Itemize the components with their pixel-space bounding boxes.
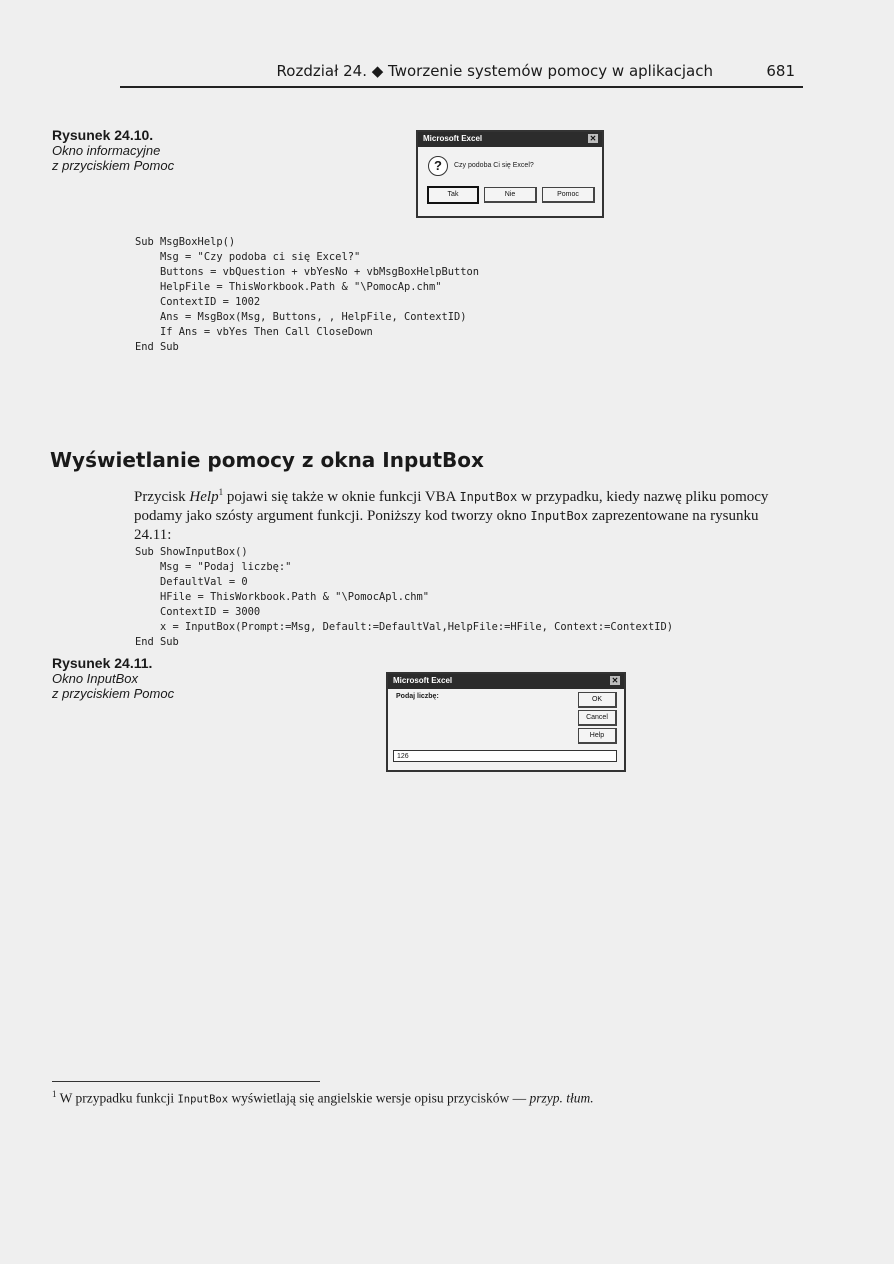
footnote-text: wyświetlają się angielskie wersje opisu przycisków — (228, 1090, 530, 1106)
dialog-message: Czy podoba Ci się Excel? (454, 162, 534, 169)
code-term: InputBox (177, 1093, 229, 1106)
close-icon[interactable]: ✕ (611, 676, 619, 685)
code-listing-inputbox (135, 545, 673, 650)
figure-label: Rysunek 24.10. (52, 127, 154, 143)
help-button[interactable]: Help (578, 728, 617, 744)
figure-caption-line: z przyciskiem Pomoc (52, 686, 175, 701)
figure-caption-24-11 (52, 656, 174, 701)
help-button[interactable]: Pomoc (542, 187, 595, 203)
input-field[interactable]: 126 (393, 750, 617, 762)
para-text: w przypadku, kiedy nazwę pliku pomocy podamy jako szósty argument funkcji. Poniższy kod tworzy okno (134, 489, 769, 524)
code-listing-msgbox (135, 235, 479, 355)
code-line: ContextID = 1002 (135, 296, 261, 308)
footnote-divider (52, 1081, 320, 1082)
input-prompt: Podaj liczbę: (396, 693, 439, 700)
para-text: Przycisk (134, 489, 190, 505)
para-text: pojawi się także w oknie funkcji VBA (223, 489, 460, 505)
code-line: DefaultVal = 0 (135, 576, 248, 588)
code-line: If Ans = vbYes Then Call CloseDown (135, 326, 373, 338)
footnote-text: W przypadku funkcji (56, 1090, 178, 1106)
code-line: Buttons = vbQuestion + vbYesNo + vbMsgBoxHelpButton (135, 266, 480, 278)
code-line: Sub MsgBoxHelp() (135, 236, 236, 248)
section-heading: Wyświetlanie pomocy z okna InputBox (50, 448, 484, 472)
code-line: Msg = "Czy podoba ci się Excel?" (135, 251, 361, 263)
figure-label: Rysunek 24.11. (52, 655, 153, 671)
code-line: End Sub (135, 341, 179, 353)
help-term: Help (189, 489, 219, 505)
dialog-titlebar (388, 674, 624, 689)
figure-caption-24-10 (52, 128, 174, 173)
footnote-number: 1 (52, 1089, 57, 1099)
close-icon[interactable]: ✕ (589, 134, 597, 143)
chapter-title: Rozdział 24. ◆ Tworzenie systemów pomocy w aplikacjach (276, 62, 713, 80)
page-number: 681 (766, 62, 795, 80)
code-line: Sub ShowInputBox() (135, 546, 248, 558)
cancel-button[interactable]: Cancel (578, 710, 617, 726)
question-icon: ? (428, 156, 448, 176)
figure-caption-line: z przyciskiem Pomoc (52, 158, 175, 173)
figure-caption-line: Okno InputBox (52, 671, 138, 686)
dialog-titlebar (418, 132, 602, 147)
no-button[interactable]: Nie (484, 187, 537, 203)
dialog-title: Microsoft Excel (423, 134, 483, 143)
footnote-ref: 1 (218, 487, 224, 497)
running-header (120, 58, 803, 88)
code-line: x = InputBox(Prompt:=Msg, Default:=DefaultVal,HelpFile:=HFile, Context:=ContextID) (135, 621, 673, 633)
dialog-title: Microsoft Excel (393, 676, 453, 685)
code-line: Ans = MsgBox(Msg, Buttons, , HelpFile, ContextID) (135, 311, 467, 323)
code-line: End Sub (135, 636, 179, 648)
code-line: HFile = ThisWorkbook.Path & "\PomocApl.chm" (135, 591, 430, 603)
code-line: Msg = "Podaj liczbę:" (135, 561, 292, 573)
footnote (52, 1089, 594, 1107)
code-term: InputBox (530, 509, 589, 523)
body-paragraph (134, 483, 799, 545)
msgbox-dialog (416, 130, 604, 218)
yes-button[interactable]: Tak (427, 186, 479, 204)
code-term: InputBox (459, 490, 518, 504)
translator-note: przyp. tłum. (529, 1090, 594, 1106)
code-line: ContextID = 3000 (135, 606, 261, 618)
ok-button[interactable]: OK (578, 692, 617, 708)
para-text: zaprezentowane na rysunku 24.11: (134, 508, 759, 543)
code-line: HelpFile = ThisWorkbook.Path & "\PomocAp.chm" (135, 281, 442, 293)
figure-caption-line: Okno informacyjne (52, 143, 161, 158)
inputbox-dialog (386, 672, 626, 772)
